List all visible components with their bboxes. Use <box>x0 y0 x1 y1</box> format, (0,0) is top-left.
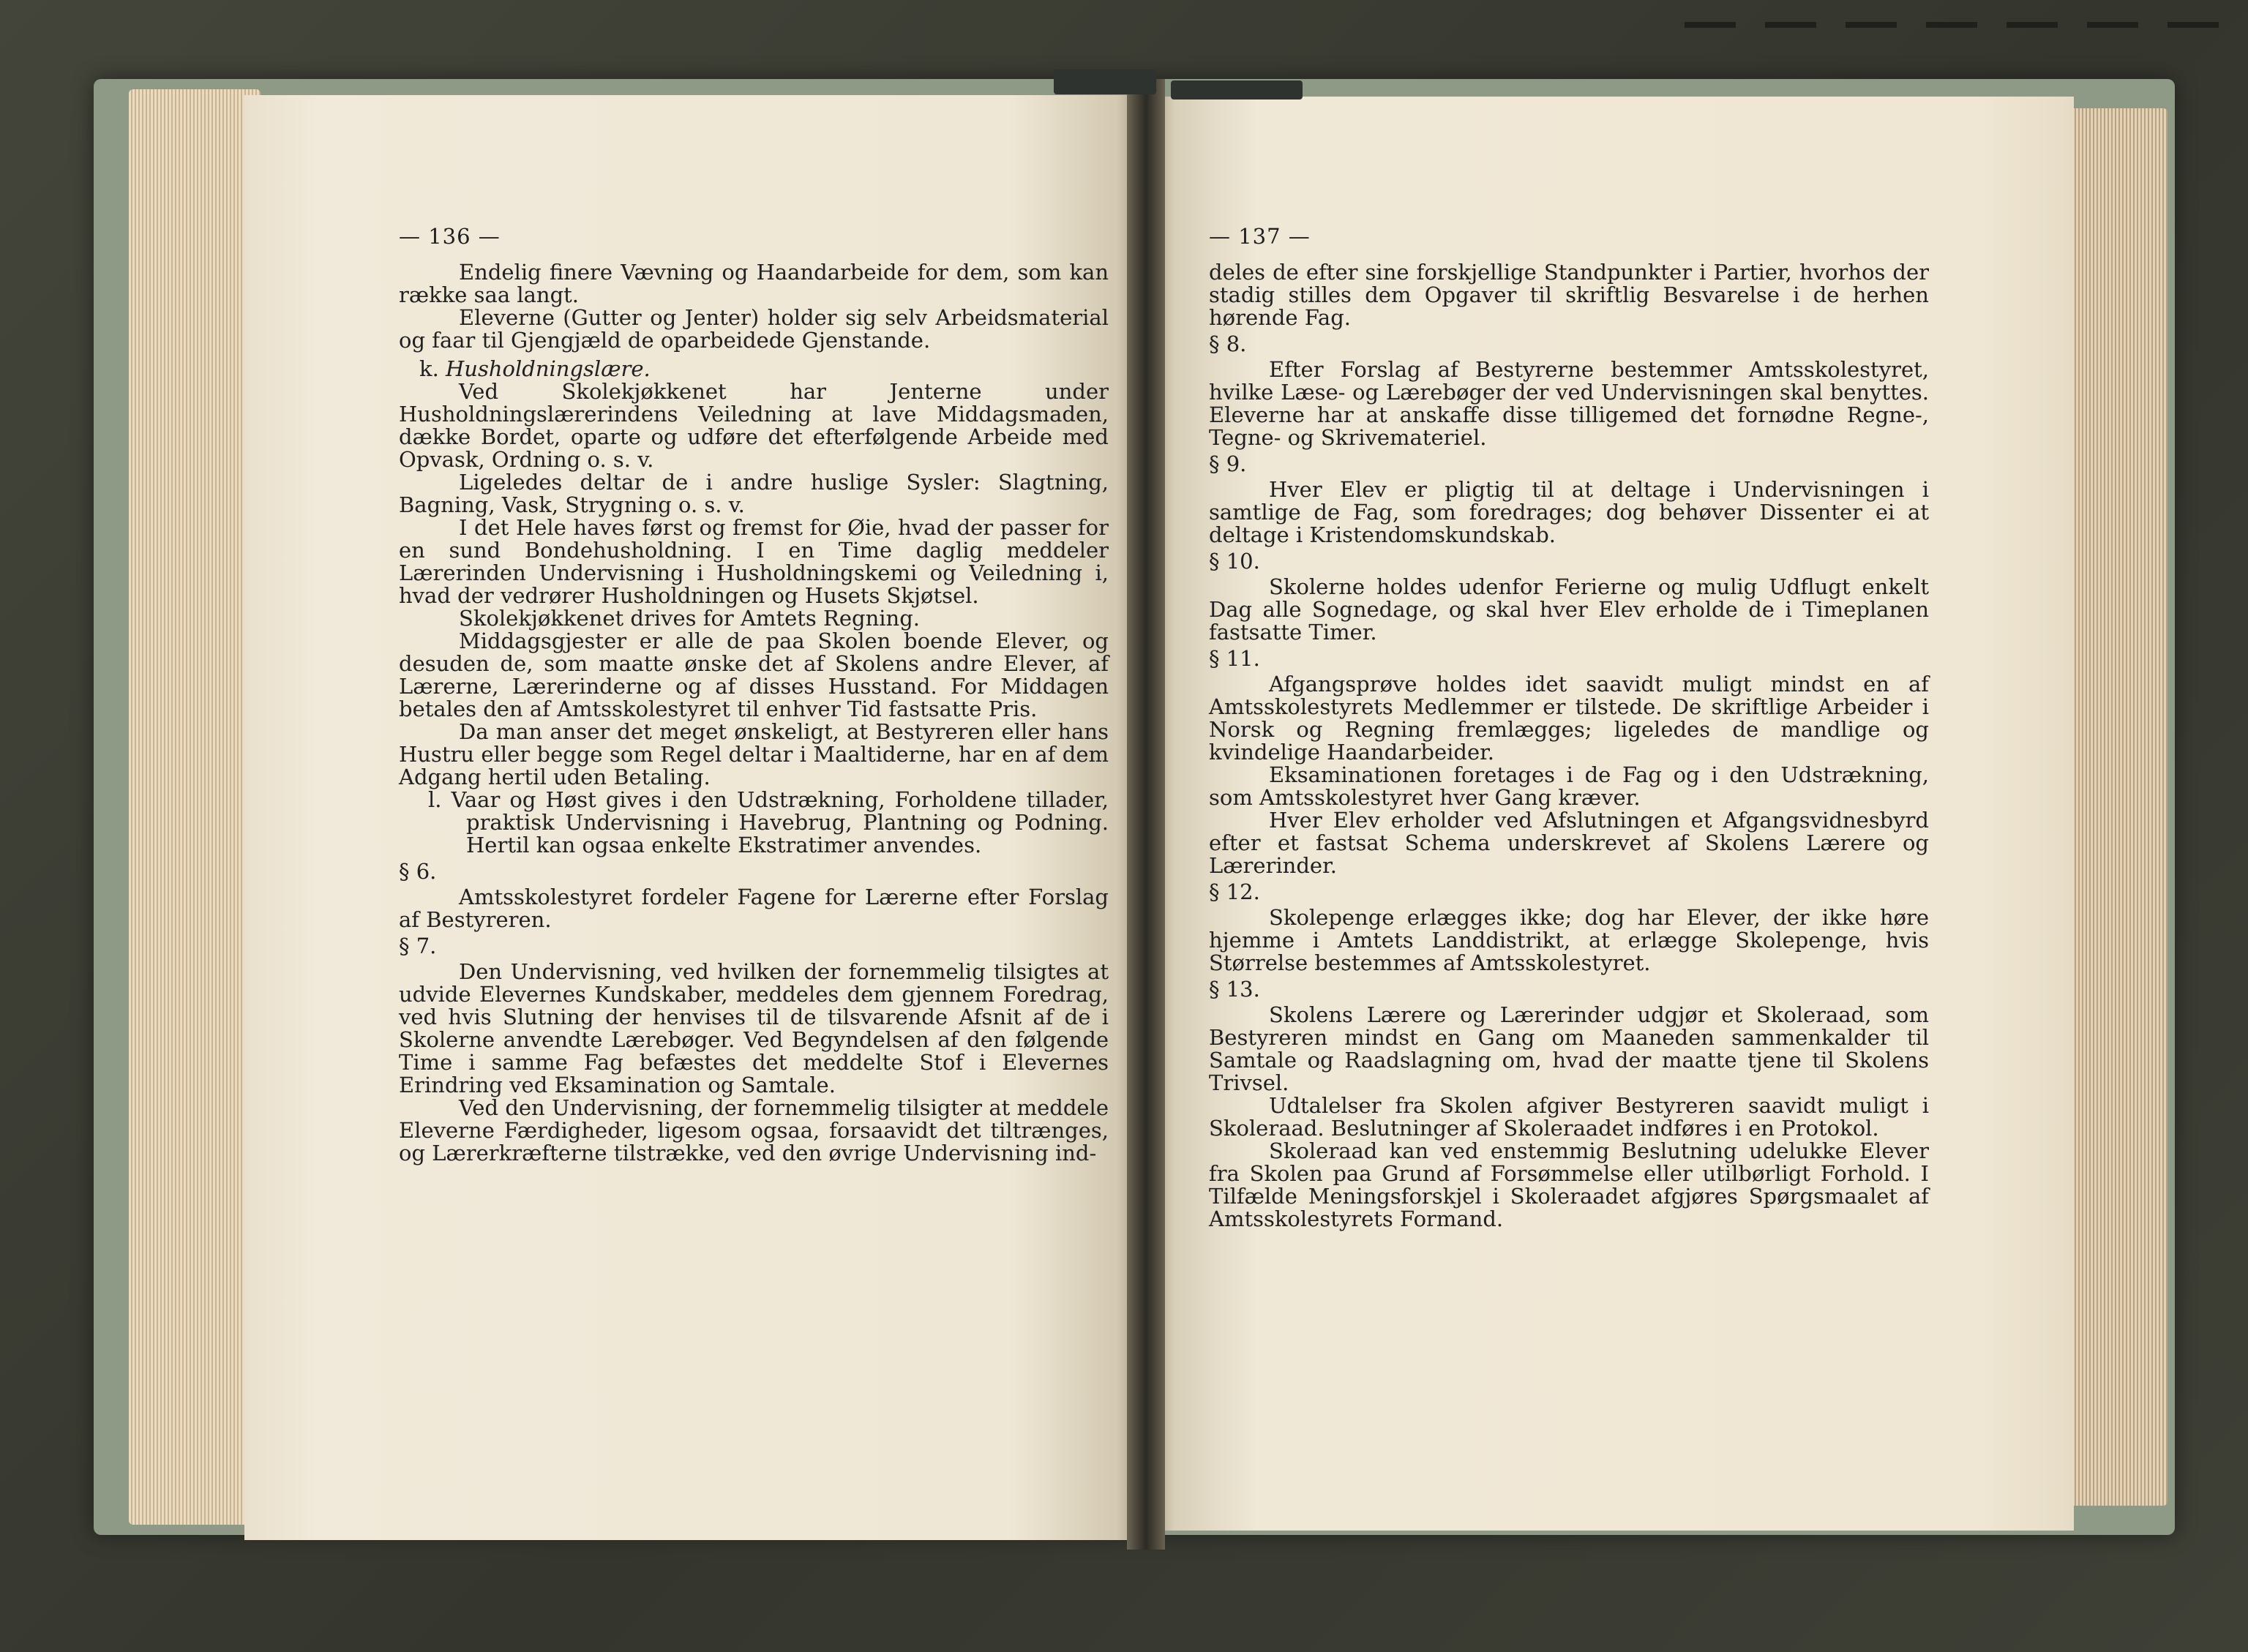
section-heading <box>399 358 1109 380</box>
headband <box>1171 80 1303 100</box>
paragraph: Hver Elev erholder ved Afslutningen et Afgangsvidnesbyrd efter et fastsat Schema underskrevet af Skolens Lærere og Lærerinder. <box>1209 808 1929 878</box>
paragraph: Efter Forslag af Bestyrerne bestemmer Amtsskolestyret, hvilke Læse- og Lærebøger der ved Undervisningen skal benyttes. Eleverne har at anskaffe disse tilligemed det fornødne Regne-, Tegne- og Skrivemateriel. <box>1209 357 1929 450</box>
paragraph: Ligeledes deltar de i andre huslige Sysler: Slagtning, Bagning, Vask, Strygning o. s. v. <box>399 470 1109 517</box>
book-gutter <box>1127 79 1165 1550</box>
left-page-text <box>399 225 1109 1165</box>
section-symbol: § 7. <box>399 934 437 958</box>
paragraph: Skolekjøkkenet drives for Amtets Regning. <box>459 606 920 631</box>
paragraph: I det Hele haves først og fremst for Øie, hvad der passer for en sund Bondehusholdning. I en Time daglig meddeler Lærerinden Undervisning i Husholdningskemi og Veiledning i, hvad der vedrører Husholdningen og Husets Skjøtsel. <box>399 515 1109 608</box>
paragraph: Udtalelser fra Skolen afgiver Bestyreren saavidt muligt i Skoleraad. Beslutninger af Skoleraadet indføres i en Protokol. <box>1209 1093 1929 1141</box>
section-symbol: § 10. <box>1209 549 1260 574</box>
paragraph: Den Undervisning, ved hvilken der fornemmelig tilsigtes at udvide Elevernes Kundskaber, meddeles dem gjennem Foredrag, ved hvis Slutning der henvises til de tilsvarende Afsnit af de i Skolerne anvendte Lærebøger. Ved Begyndelsen af den følgende Time i samme Fag befæstes det meddelte Stof i Elevernes Erindring ved Eksamination og Samtale. <box>399 959 1109 1097</box>
list-item <box>399 789 1109 857</box>
paragraph: Endelig finere Vævning og Haandarbeide for dem, som kan række saa langt. <box>399 260 1109 307</box>
paragraph: Skoleraad kan ved enstemmig Beslutning udelukke Elever fra Skolen paa Grund af Forsømmelse eller utilbørligt Forhold. I Tilfælde Meningsforskjel i Skoleraadet afgjøres Spørgsmaalet af Amtsskolestyrets Formand. <box>1209 1138 1929 1231</box>
page-number: — 136 — <box>399 224 501 249</box>
section-symbol: § 11. <box>1209 646 1260 671</box>
section-symbol: § 9. <box>1209 451 1247 476</box>
paragraph: Ved den Undervisning, der fornemmelig tilsigter at meddele Eleverne Færdigheder, ligesom ogsaa, forsaavidt det tiltrænges, og Lærerkræfterne tilstrække, ved den øvrige Undervisning ind- <box>399 1095 1109 1165</box>
section-symbol: § 13. <box>1209 977 1260 1002</box>
right-page-edges <box>2058 108 2168 1506</box>
item-text: Vaar og Høst gives i den Udstrækning, Forholdene tillader, praktisk Undervisning i Havebrug, Plantning og Podning. Hertil kan ogsaa enkelte Ekstratimer anvendes. <box>451 787 1109 857</box>
section-symbol: § 8. <box>1209 331 1247 356</box>
paragraph: Amtsskolestyret fordeler Fagene for Lærerne efter Forslag af Bestyreren. <box>399 885 1109 932</box>
paragraph: Ved Skolekjøkkenet har Jenterne under Husholdningslærerindens Veiledning at lave Middagsmaden, dække Bordet, oparte og udføre det efterfølgende Arbeide med Opvask, Ordning o. s. v. <box>399 379 1109 472</box>
paragraph: Hver Elev er pligtig til at deltage i Undervisningen i samtlige de Fag, som foredrages; dog behøver Dissenter ei at deltage i Kristendomskundskab. <box>1209 477 1929 547</box>
paragraph: Skolepenge erlægges ikke; dog har Elever, der ikke høre hjemme i Amtets Landdistrikt, at erlægge Skolepenge, hvis Størrelse bestemmes af Amtsskolestyret. <box>1209 905 1929 975</box>
paragraph: deles de efter sine forskjellige Standpunkter i Partier, hvorhos der stadig stilles dem Opgaver til skriftlig Besvarelse i de herhen hørende Fag. <box>1209 260 1929 330</box>
section-letter: k. <box>419 356 439 381</box>
paragraph: Eksaminationen foretages i de Fag og i den Udstrækning, som Amtsskolestyret hver Gang kræver. <box>1209 762 1929 810</box>
paragraph: Skolerne holdes udenfor Ferierne og mulig Udflugt enkelt Dag alle Sognedage, og skal hver Elev erholde de i Timeplanen fastsatte Timer. <box>1209 574 1929 645</box>
right-page-text <box>1209 225 1929 1231</box>
paragraph: Eleverne (Gutter og Jenter) holder sig selv Arbeidsmaterial og faar til Gjengjæld de oparbeidede Gjenstande. <box>399 305 1109 353</box>
scan-marker-strip <box>1685 22 2219 28</box>
paragraph: Middagsgjester er alle de paa Skolen boende Elever, og desuden de, som maatte ønske det af Skolens andre Elever, af Lærerne, Lærerinderne og af disses Husstand. For Middagen betales den af Amtsskolestyret til enhver Tid fastsatte Pris. <box>399 628 1109 721</box>
left-page-edges <box>129 89 261 1525</box>
section-symbol: § 6. <box>399 859 437 884</box>
page-number: — 137 — <box>1209 224 1311 249</box>
section-symbol: § 12. <box>1209 879 1260 904</box>
section-title: Husholdningslære. <box>446 356 651 381</box>
headband <box>1054 70 1156 94</box>
paragraph: Afgangsprøve holdes idet saavidt muligt mindst en af Amtsskolestyrets Medlemmer er tilstede. De skriftlige Arbeider i Norsk og Regning fremlægges; ligeledes de mandlige og kvindelige Haandarbeider. <box>1209 672 1929 765</box>
paragraph: Da man anser det meget ønskeligt, at Bestyreren eller hans Hustru eller begge som Regel deltar i Maaltiderne, har en af dem Adgang hertil uden Betaling. <box>399 719 1109 789</box>
paragraph: Skolens Lærere og Lærerinder udgjør et Skoleraad, som Bestyreren mindst en Gang om Maaneden sammenkalder til Samtale og Raadslagning om, hvad der maatte tjene til Skolens Trivsel. <box>1209 1002 1929 1095</box>
item-letter: l. <box>428 787 442 812</box>
